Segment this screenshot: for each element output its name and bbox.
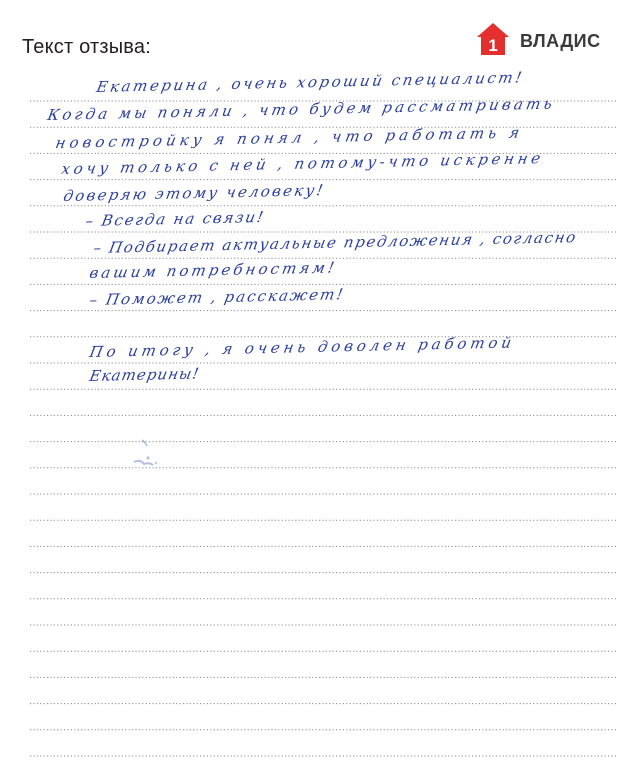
review-line: вашим потребностям! bbox=[88, 258, 339, 282]
review-line: По итогу , я очень доволен работой bbox=[88, 333, 517, 361]
svg-text:1: 1 bbox=[488, 36, 498, 55]
page-title: Текст отзыва: bbox=[22, 36, 151, 58]
review-line: – Всегда на связи! bbox=[84, 207, 267, 230]
ink-smudge bbox=[128, 436, 168, 472]
logo-text: ВЛАДИС bbox=[520, 31, 601, 51]
review-line: хочу только с ней , потому-что искренне bbox=[60, 149, 546, 178]
review-line: – Поможет , расскажет! bbox=[88, 285, 347, 309]
review-line: новостройку я понял , что работать я bbox=[54, 123, 525, 152]
review-line: Екатерина , очень хороший специалист! bbox=[95, 68, 526, 96]
review-line: Когда мы поняли , что будем рассматривать bbox=[46, 94, 557, 124]
review-line: доверяю этому человеку! bbox=[62, 181, 327, 205]
review-line: – Подбирает актуальные предложения , согласно bbox=[92, 228, 579, 257]
review-line: Екатерины! bbox=[88, 364, 202, 385]
